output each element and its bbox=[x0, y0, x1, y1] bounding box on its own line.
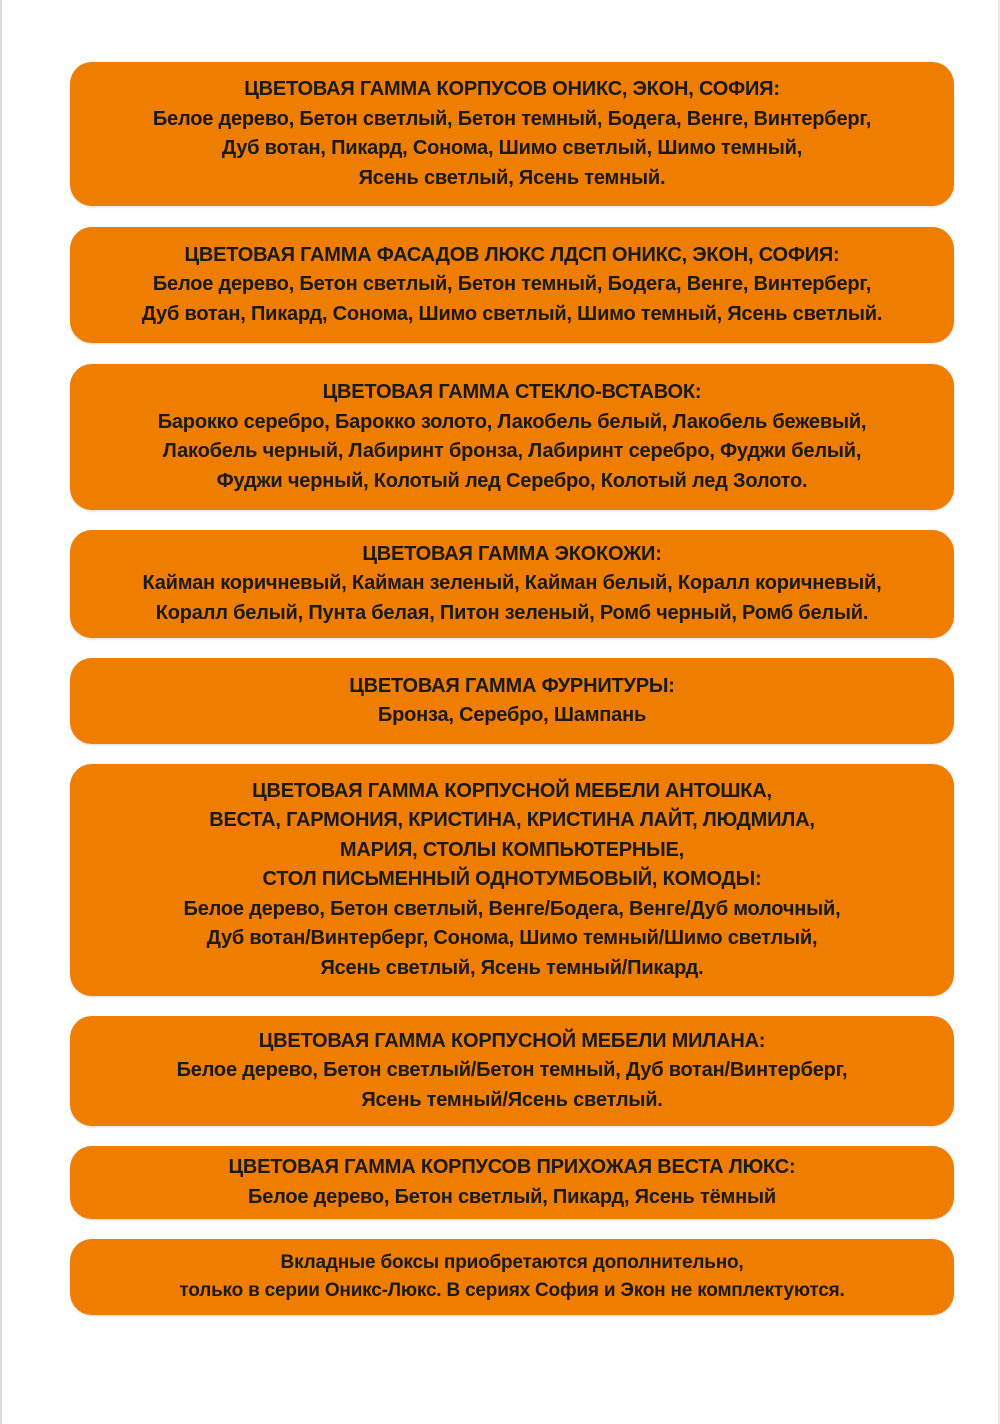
color-section-eco-leather bbox=[70, 530, 954, 638]
section-title: ЦВЕТОВАЯ ГАММА ФАСАДОВ ЛЮКС ЛДСП ОНИКС, ЭКОН, СОФИЯ: bbox=[184, 243, 840, 266]
section-body: Белое дерево, Бетон светлый, Бетон темный, Бодега, Венге, Винтерберг, Дуб вотан, Пикард, Сонома, Шимо светлый, Шимо темный, Ясень светлый. bbox=[141, 273, 883, 325]
color-section-vesta-lux-hallway bbox=[70, 1146, 954, 1219]
color-section-glass-inserts bbox=[70, 364, 954, 510]
note-inset-boxes bbox=[70, 1239, 954, 1315]
page-edge-left bbox=[0, 0, 2, 1424]
note-text: Вкладные боксы приобретаются дополнительно, только в серии Оникс-Люкс. В сериях София и Экон не комплектуются. bbox=[179, 1252, 845, 1301]
section-body: Барокко серебро, Барокко золото, Лакобель белый, Лакобель бежевый, Лакобель черный, Лабиринт бронза, Лабиринт серебро, Фуджи белый, Фуджи черный, Колотый лед Серебро, Колотый лед Золото. bbox=[157, 410, 867, 492]
section-title: ЦВЕТОВАЯ ГАММА КОРПУСНОЙ МЕБЕЛИ АНТОШКА, ВЕСТА, ГАРМОНИЯ, КРИСТИНА, КРИСТИНА ЛАЙТ, ЛЮДМИЛА, МАРИЯ, СТОЛЫ КОМПЬЮТЕРНЫЕ, СТОЛ ПИСЬМЕННЫЙ ОДНОТУМБОВЫЙ, КОМОДЫ: bbox=[209, 779, 815, 891]
section-title: ЦВЕТОВАЯ ГАММА КОРПУСНОЙ МЕБЕЛИ МИЛАНА: bbox=[258, 1029, 766, 1052]
section-body: Белое дерево, Бетон светлый, Венге/Бодега, Венге/Дуб молочный, Дуб вотан/Винтерберг, Сонома, Шимо темный/Шимо светлый, Ясень светлый, Ясень темный/Пикард. bbox=[183, 897, 841, 979]
section-title: ЦВЕТОВАЯ ГАММА ФУРНИТУРЫ: bbox=[349, 674, 675, 697]
section-title: ЦВЕТОВАЯ ГАММА КОРПУСОВ ОНИКС, ЭКОН, СОФИЯ: bbox=[244, 78, 780, 100]
color-section-cabinet-furniture bbox=[70, 764, 954, 996]
color-section-onyx-ekon-sofia-bodies bbox=[70, 62, 954, 206]
section-title: ЦВЕТОВАЯ ГАММА СТЕКЛО-ВСТАВОК: bbox=[322, 381, 702, 403]
section-body: Белое дерево, Бетон светлый/Бетон темный, Дуб вотан/Винтерберг, Ясень темный/Ясень светлый. bbox=[176, 1059, 848, 1111]
section-body: Кайман коричневый, Кайман зеленый, Кайман белый, Коралл коричневый, Коралл белый, Пунта белая, Питон зеленый, Ромб черный, Ромб белый. bbox=[142, 572, 882, 624]
section-title: ЦВЕТОВАЯ ГАММА КОРПУСОВ ПРИХОЖАЯ ВЕСТА ЛЮКС: bbox=[228, 1156, 796, 1178]
color-section-milana bbox=[70, 1016, 954, 1126]
section-body: Белое дерево, Бетон светлый, Пикард, Ясень тёмный bbox=[248, 1185, 776, 1208]
section-body: Бронза, Серебро, Шампань bbox=[377, 704, 647, 726]
color-section-hardware bbox=[70, 658, 954, 744]
section-body: Белое дерево, Бетон светлый, Бетон темный, Бодега, Венге, Винтерберг, Дуб вотан, Пикард, Сонома, Шимо светлый, Шимо темный, Ясень светлый, Ясень темный. bbox=[152, 107, 872, 189]
section-title: ЦВЕТОВАЯ ГАММА ЭКОКОЖИ: bbox=[362, 542, 662, 565]
color-section-lux-facades bbox=[70, 227, 954, 343]
